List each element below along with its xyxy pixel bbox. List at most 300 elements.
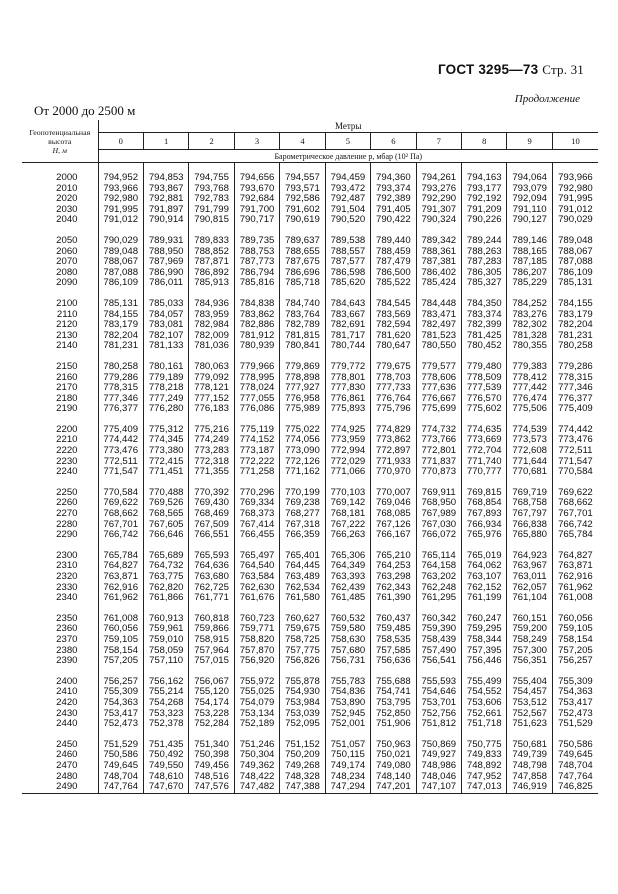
pressure-value: 761,866 [148, 592, 184, 604]
pressure-value: 751,246 [239, 738, 275, 750]
pressure-value: 750,021 [376, 749, 411, 761]
pressure-value: 779,189 [148, 371, 184, 383]
table-row-block [22, 730, 598, 793]
pressure-value: 788,459 [376, 245, 411, 257]
pressure-value: 766,551 [194, 529, 229, 541]
pressure-value: 771,547 [558, 455, 593, 467]
pressure-value: 753,701 [421, 696, 457, 708]
pressure-value: 779,577 [421, 360, 457, 372]
pressure-value: 785,816 [239, 277, 275, 289]
column-header: 8 [462, 133, 507, 150]
pressure-value: 780,550 [421, 340, 457, 352]
table-row-block [22, 667, 598, 730]
altitude-value: 2210 [56, 434, 78, 446]
pressure-cell [371, 163, 416, 226]
pressure-value: 760,818 [194, 612, 229, 624]
pressure-value: 754,079 [239, 696, 275, 708]
pressure-value: 778,024 [239, 382, 275, 394]
altitude-header-line3: H, м [52, 145, 67, 155]
pressure-value: 763,393 [330, 571, 366, 582]
pressure-value: 770,584 [558, 466, 593, 478]
pressure-value: 768,758 [512, 497, 547, 509]
pressure-value: 790,324 [421, 214, 457, 226]
pressure-value: 751,529 [103, 738, 139, 750]
pressure-value: 749,645 [558, 749, 593, 761]
pressure-value: 778,315 [558, 371, 593, 383]
pressure-value: 775,409 [103, 423, 139, 435]
pressure-value: 770,873 [421, 466, 457, 478]
pressure-value: 773,959 [330, 434, 366, 446]
pressure-cell [143, 730, 188, 793]
pressure-cell [143, 541, 188, 604]
pressure-value: 749,174 [330, 759, 366, 771]
pressure-value: 766,742 [103, 529, 139, 541]
pressure-value: 765,593 [194, 549, 229, 561]
pressure-value: 761,390 [376, 592, 411, 604]
altitude-value: 2360 [56, 623, 78, 635]
pressure-cell [416, 289, 461, 352]
pressure-value: 777,927 [285, 382, 320, 394]
pressure-value: 774,442 [103, 434, 139, 446]
pressure-value: 765,784 [103, 549, 139, 561]
altitude-value: 2180 [56, 392, 78, 404]
pressure-value: 764,253 [376, 560, 411, 572]
pressure-value: 749,550 [148, 759, 184, 771]
pressure-value: 792,783 [194, 193, 229, 205]
pressure-value: 759,105 [103, 633, 139, 645]
column-header: 6 [371, 133, 416, 150]
pressure-cell [143, 226, 188, 289]
pressure-value: 765,976 [466, 529, 502, 541]
pressure-value: 763,011 [512, 571, 547, 582]
pressure-cell [371, 289, 416, 352]
pressure-value: 750,586 [103, 749, 139, 761]
pressure-value: 794,952 [103, 172, 139, 183]
pressure-value: 778,801 [330, 371, 366, 383]
pressure-value: 751,718 [466, 718, 502, 730]
pressure-table [22, 120, 598, 794]
altitude-value: 2240 [56, 466, 78, 478]
pressure-value: 753,134 [239, 707, 275, 719]
pressure-value: 761,485 [330, 592, 366, 604]
rule-cell [143, 793, 188, 794]
pressure-value: 758,915 [194, 633, 229, 645]
pressure-value: 784,155 [558, 297, 593, 309]
pressure-value: 788,753 [239, 245, 275, 257]
pressure-value: 747,388 [285, 781, 320, 793]
pressure-value: 777,539 [466, 382, 502, 394]
pressure-value: 773,090 [285, 445, 320, 457]
pressure-value: 790,717 [239, 214, 275, 226]
pressure-value: 759,485 [376, 623, 411, 635]
pressure-value: 752,001 [330, 718, 366, 730]
pressure-value: 771,547 [103, 466, 139, 478]
pressure-value: 767,509 [194, 518, 229, 530]
pressure-cell [234, 289, 279, 352]
pressure-value: 769,142 [330, 497, 366, 509]
pressure-value: 775,022 [285, 423, 320, 435]
pressure-value: 763,871 [558, 560, 593, 572]
pressure-value: 761,676 [239, 592, 275, 604]
pressure-cell [552, 415, 598, 478]
pressure-value: 782,789 [285, 319, 320, 331]
pressure-cell [280, 730, 325, 793]
pressure-value: 791,995 [103, 203, 139, 215]
pressure-value: 750,586 [558, 738, 593, 750]
pressure-cell [143, 604, 188, 667]
pressure-value: 794,656 [239, 172, 275, 183]
pressure-value: 757,870 [239, 644, 275, 656]
pressure-value: 773,283 [194, 445, 229, 457]
pressure-value: 784,936 [194, 297, 229, 309]
pressure-cell [234, 730, 279, 793]
pressure-value: 790,815 [194, 214, 229, 226]
pressure-value: 785,033 [148, 297, 184, 309]
pressure-value: 789,538 [330, 234, 366, 246]
table-row-block [22, 604, 598, 667]
pressure-value: 783,276 [512, 308, 547, 320]
pressure-value: 786,402 [421, 266, 457, 278]
pressure-value: 750,304 [239, 749, 275, 761]
altitude-value: 2040 [56, 214, 78, 226]
pressure-cell [98, 415, 143, 478]
pressure-value: 756,067 [194, 675, 229, 687]
pressure-value: 783,959 [194, 308, 229, 320]
pressure-value: 762,057 [512, 581, 547, 593]
altitude-value: 2000 [56, 172, 78, 183]
pressure-value: 786,011 [149, 277, 184, 289]
pressure-value: 778,315 [103, 382, 139, 394]
pressure-value: 763,298 [376, 571, 411, 582]
pressure-value: 756,826 [285, 655, 320, 667]
pressure-value: 748,704 [558, 759, 593, 771]
pressure-value: 781,717 [330, 329, 366, 341]
pressure-value: 753,417 [558, 696, 593, 708]
altitude-cell [22, 730, 98, 793]
pressure-value: 755,309 [558, 675, 593, 687]
pressure-value: 793,867 [148, 182, 184, 194]
pressure-value: 767,701 [103, 518, 139, 530]
pressure-value: 762,248 [421, 581, 457, 593]
pressure-value: 760,056 [558, 612, 593, 624]
pressure-value: 753,323 [148, 707, 184, 719]
pressure-value: 749,362 [239, 759, 275, 771]
altitude-value: 2260 [56, 497, 78, 509]
pressure-value: 772,318 [194, 455, 229, 467]
altitude-header-line2: высота [48, 136, 72, 146]
pressure-value: 769,334 [239, 497, 275, 509]
pressure-value: 761,199 [466, 592, 502, 604]
pressure-value: 755,688 [376, 675, 411, 687]
pressure-value: 763,202 [421, 571, 457, 582]
pressure-value: 759,200 [512, 623, 547, 635]
pressure-cell [98, 289, 143, 352]
pressure-value: 764,062 [466, 560, 502, 572]
pressure-value: 758,535 [376, 633, 411, 645]
pressure-value: 765,689 [148, 549, 184, 561]
pressure-cell [143, 289, 188, 352]
pressure-value: 760,532 [330, 612, 366, 624]
pressure-cell [98, 730, 143, 793]
pressure-cell [371, 667, 416, 730]
pressure-value: 773,476 [103, 445, 139, 457]
pressure-value: 771,740 [466, 455, 502, 467]
pressure-value: 754,363 [558, 686, 593, 698]
pressure-cell [552, 352, 598, 415]
pressure-value: 777,249 [148, 392, 184, 404]
pressure-value: 793,177 [466, 182, 502, 194]
pressure-value: 781,328 [512, 329, 547, 341]
pressure-value: 752,850 [376, 707, 411, 719]
pressure-value: 752,473 [558, 707, 593, 719]
pressure-value: 748,610 [148, 770, 184, 782]
pressure-value: 786,990 [148, 266, 184, 278]
standard-number [438, 62, 584, 78]
pressure-value: 778,606 [421, 371, 457, 383]
pressure-value: 755,120 [194, 686, 229, 698]
pressure-value: 774,829 [376, 423, 411, 435]
pressure-value: 788,950 [148, 245, 184, 257]
rule-cell [234, 793, 279, 794]
pressure-value: 773,187 [239, 445, 275, 457]
pressure-cell [462, 478, 507, 541]
pressure-value: 790,029 [103, 234, 139, 246]
pressure-value: 792,881 [148, 193, 184, 205]
pressure-value: 792,487 [330, 193, 366, 205]
pressure-value: 782,691 [330, 319, 366, 331]
pressure-value: 762,916 [558, 571, 593, 582]
pressure-value: 791,110 [512, 203, 547, 215]
pressure-value: 765,497 [239, 549, 275, 561]
pressure-value: 757,775 [285, 644, 320, 656]
pressure-value: 750,492 [148, 749, 184, 761]
altitude-value: 2490 [56, 781, 78, 793]
pressure-value: 793,768 [194, 182, 229, 194]
pressure-value: 776,280 [148, 403, 184, 415]
pressure-value: 754,457 [512, 686, 547, 698]
pressure-value: 784,448 [421, 297, 457, 309]
pressure-value: 751,340 [194, 738, 229, 750]
pressure-value: 771,837 [421, 455, 457, 467]
pressure-value: 753,890 [330, 696, 366, 708]
pressure-value: 747,107 [421, 781, 457, 793]
pressure-value: 772,994 [330, 445, 366, 457]
pressure-value: 789,735 [239, 234, 275, 246]
pressure-cell [462, 667, 507, 730]
pressure-value: 790,520 [330, 214, 366, 226]
pressure-value: 776,183 [194, 403, 229, 415]
pressure-value: 777,152 [194, 392, 229, 404]
altitude-value: 2060 [56, 245, 78, 257]
pressure-value: 770,007 [376, 486, 411, 498]
pressure-value: 764,445 [285, 560, 320, 572]
pressure-value: 749,927 [421, 749, 457, 761]
pressure-value: 760,437 [376, 612, 411, 624]
pressure-value: 756,257 [103, 675, 139, 687]
altitude-value: 2120 [56, 319, 78, 331]
pressure-cell [462, 604, 507, 667]
pressure-value: 770,103 [330, 486, 366, 498]
pressure-value: 768,373 [239, 508, 275, 520]
table-row-block [22, 226, 598, 289]
table-row-block [22, 541, 598, 604]
pressure-cell [507, 289, 552, 352]
rule-cell [325, 793, 370, 794]
pressure-value: 775,602 [466, 403, 502, 415]
pressure-cell [507, 730, 552, 793]
pressure-value: 757,680 [330, 644, 366, 656]
altitude-value: 2400 [56, 675, 78, 687]
pressure-value: 788,067 [558, 245, 593, 257]
pressure-value: 755,972 [239, 675, 275, 687]
pressure-value: 749,268 [285, 759, 320, 771]
pressure-value: 755,309 [103, 686, 139, 698]
pressure-value: 789,440 [376, 234, 411, 246]
pressure-cell [416, 352, 461, 415]
pressure-value: 758,439 [421, 633, 457, 645]
pressure-value: 773,669 [466, 434, 502, 446]
pressure-cell [507, 352, 552, 415]
pressure-value: 763,489 [285, 571, 320, 582]
pressure-value: 752,756 [421, 707, 457, 719]
altitude-value: 2140 [56, 340, 78, 352]
pressure-cell [416, 667, 461, 730]
pressure-value: 770,199 [285, 486, 320, 498]
pressure-value: 788,263 [466, 245, 502, 257]
pressure-value: 758,059 [148, 644, 184, 656]
pressure-cell [371, 226, 416, 289]
pressure-value: 754,363 [103, 696, 139, 708]
pressure-value: 762,725 [194, 581, 229, 593]
column-header: 5 [325, 133, 370, 150]
pressure-value: 774,539 [512, 423, 547, 435]
pressure-value: 780,452 [466, 340, 502, 352]
pressure-value: 774,152 [239, 434, 275, 446]
pressure-value: 760,627 [285, 612, 320, 624]
pressure-cell [98, 163, 143, 226]
pressure-value: 751,057 [330, 738, 366, 750]
pressure-cell [143, 163, 188, 226]
pressure-value: 767,989 [421, 508, 457, 520]
pressure-cell [98, 667, 143, 730]
pressure-value: 794,755 [194, 172, 229, 183]
pressure-value: 782,984 [194, 319, 229, 331]
altitude-value: 2280 [56, 518, 78, 530]
pressure-value: 761,008 [103, 612, 139, 624]
pressure-value: 768,662 [103, 508, 139, 520]
altitude-value: 2370 [56, 633, 78, 645]
pressure-cell [189, 667, 234, 730]
pressure-value: 747,858 [512, 770, 547, 782]
pressure-value: 755,025 [239, 686, 275, 698]
pressure-value: 754,268 [148, 696, 184, 708]
altitude-value: 2320 [56, 571, 78, 582]
pressure-cell [280, 289, 325, 352]
pressure-value: 752,661 [466, 707, 502, 719]
pressure-value: 752,284 [194, 718, 229, 730]
pressure-value: 780,258 [558, 340, 593, 352]
pressure-value: 775,989 [285, 403, 320, 415]
pressure-value: 777,442 [512, 382, 547, 394]
pressure-cell [280, 415, 325, 478]
pressure-value: 777,346 [103, 392, 139, 404]
pressure-value: 758,725 [285, 633, 320, 645]
pressure-cell [507, 478, 552, 541]
pressure-value: 785,620 [330, 277, 366, 289]
pressure-cell [325, 226, 370, 289]
pressure-value: 750,775 [466, 738, 502, 750]
pressure-value: 782,399 [466, 319, 502, 331]
pressure-value: 781,912 [239, 329, 275, 341]
pressure-value: 758,154 [558, 633, 593, 645]
altitude-value: 2020 [56, 193, 78, 205]
pressure-value: 785,913 [194, 277, 229, 289]
altitude-cell [22, 415, 98, 478]
pressure-value: 774,249 [194, 434, 229, 446]
pressure-value: 775,409 [558, 403, 593, 415]
altitude-value: 2330 [56, 581, 78, 593]
altitude-value: 2160 [56, 371, 78, 383]
pressure-cell [371, 604, 416, 667]
pressure-value: 790,914 [148, 214, 184, 226]
pressure-value: 767,414 [239, 518, 275, 530]
pressure-value: 771,644 [512, 455, 547, 467]
pressure-value: 794,064 [512, 172, 547, 183]
pressure-value: 787,088 [103, 266, 139, 278]
pressure-value: 760,056 [103, 623, 139, 635]
pressure-cell [325, 415, 370, 478]
pressure-cell [552, 604, 598, 667]
pressure-value: 748,140 [376, 770, 411, 782]
column-header: 7 [416, 133, 461, 150]
pressure-value: 788,557 [330, 245, 366, 257]
pressure-value: 791,897 [148, 203, 184, 215]
pressure-value: 791,405 [376, 203, 411, 215]
pressure-value: 763,967 [512, 560, 547, 572]
pressure-value: 772,511 [103, 455, 138, 467]
pressure-value: 760,723 [239, 612, 275, 624]
altitude-cell [22, 163, 98, 226]
pressure-value: 768,662 [558, 497, 593, 509]
pressure-value: 775,893 [330, 403, 366, 415]
pressure-value: 757,964 [194, 644, 229, 656]
pressure-value: 779,286 [558, 360, 593, 372]
pressure-value: 758,249 [512, 633, 547, 645]
pressure-value: 749,080 [376, 759, 411, 771]
pressure-value: 786,696 [285, 266, 320, 278]
pressure-cell [189, 415, 234, 478]
pressure-value: 751,152 [285, 738, 320, 750]
pressure-value: 776,570 [466, 392, 502, 404]
pressure-cell [234, 226, 279, 289]
pressure-value: 756,257 [558, 655, 593, 667]
pressure-value: 763,871 [103, 571, 139, 582]
pressure-value: 771,258 [239, 466, 275, 478]
pressure-value: 784,740 [285, 297, 320, 309]
pressure-cell [416, 415, 461, 478]
pressure-value: 788,852 [194, 245, 229, 257]
pressure-value: 747,670 [148, 781, 184, 793]
pressure-value: 751,623 [512, 718, 547, 730]
pressure-value: 776,377 [103, 403, 139, 415]
pressure-value: 759,771 [239, 623, 275, 635]
pressure-value: 760,913 [148, 612, 184, 624]
altitude-cell [22, 604, 98, 667]
table-bottom-rule [22, 793, 598, 794]
altitude-range-title: От 2000 до 2500 м [34, 103, 136, 118]
altitude-value: 2150 [56, 360, 78, 372]
altitude-value: 2090 [56, 277, 78, 289]
